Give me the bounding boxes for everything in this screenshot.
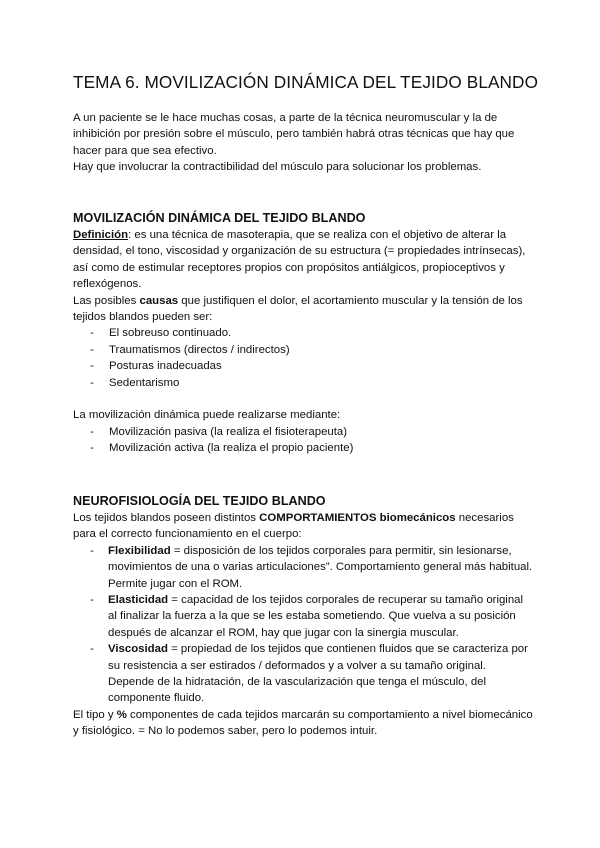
list-item: - Sedentarismo <box>73 375 533 391</box>
causes-text: Las posibles <box>73 294 140 307</box>
list-item <box>73 543 533 592</box>
behaviours-text: necesarios para el correcto funcionamiento en el cuerpo: <box>73 512 514 541</box>
property-text: = propiedad de los tejidos que contienen fluidos que se caracteriza por su resistencia a ser estirados / deformados y a volver a su tamaño original. Depende de la hidratación, de la vascularización que tenga el músculo, del componente fluido. <box>108 643 528 705</box>
property-text: = disposición de los tejidos corporales para permitir, sin lesionarse, movimientos de una o varias articulaciones”. Comportamiento general más habitual. Permite jugar con el ROM. <box>108 544 533 590</box>
closing-text: componentes de cada tejidos marcarán su comportamiento a nivel biomecánico y fisiológico. = No lo podemos saber, pero lo podemos intuir. <box>73 708 533 738</box>
causes-text: que justifiquen el dolor, el acortamiento muscular y la tensión de los tejidos blandos pueden ser: <box>73 294 523 324</box>
property-text: = capacidad de los tejidos corporales de recuperar su tamaño original al finalizar la fuerza a la que se les estaba sometiendo. Que vuelva a su posición después de alcanzar el ROM, hay que jugar con la sinergia muscular. <box>108 594 524 639</box>
list-item: - Posturas inadecuadas <box>73 358 533 374</box>
page-title: TEMA 6. MOVILIZACIÓN DINÁMICA DEL TEJIDO BLANDO <box>73 72 539 92</box>
list-item: - Movilización activa (la realiza el propio paciente) <box>73 440 533 456</box>
closing-keyword: % <box>116 708 127 721</box>
properties-list <box>73 543 533 707</box>
property-name: Elasticidad <box>108 594 169 607</box>
list-item <box>73 641 533 707</box>
causes-keyword: causas <box>139 294 179 307</box>
behaviours-keyword: COMPORTAMIENTOS biomecánicos <box>259 512 456 524</box>
definition-text: : es una técnica de masoterapia, que se realiza con el objetivo de alterar la densidad, el tono, viscosidad y organización de su estructura (= propiedades intrínsecas), así como de estimular receptores propios con propósitos antiálgicos, propioceptivos y reflexógenos. <box>73 229 526 291</box>
intro-block <box>73 110 533 176</box>
list-item <box>73 592 533 641</box>
behaviours-paragraph <box>73 510 533 543</box>
list-item: - Traumatismos (directos / indirectos) <box>73 342 533 358</box>
definition-paragraph <box>73 227 533 293</box>
property-name: Flexibilidad <box>108 544 171 557</box>
closing-text: El tipo y <box>73 708 117 721</box>
section-heading: MOVILIZACIÓN DINÁMICA DEL TEJIDO BLANDO <box>73 211 366 225</box>
closing-paragraph <box>73 707 533 740</box>
causes-paragraph <box>73 293 533 326</box>
intro-paragraph: Hay que involucrar la contractibilidad del músculo para solucionar los problemas. <box>73 161 482 174</box>
definition-label: Definición <box>73 229 129 241</box>
intro-paragraph: A un paciente se le hace muchas cosas, a parte de la técnica neuromuscular y la de inhibición por presión sobre el músculo, pero también habrá otras técnicas que hay que hacer para que sea efectivo. <box>73 112 515 157</box>
section-movilizacion <box>73 209 533 457</box>
list-item: - El sobreuso continuado. <box>73 325 533 341</box>
list-item: - Movilización pasiva (la realiza el fisioterapeuta) <box>73 424 533 440</box>
section-heading: NEUROFISIOLOGÍA DEL TEJIDO BLANDO <box>73 494 326 508</box>
mobilization-list <box>73 424 533 457</box>
property-name: Viscosidad <box>108 643 168 656</box>
section-neurofisiologia <box>73 492 533 740</box>
behaviours-text: Los tejidos blandos poseen distintos <box>73 512 260 524</box>
causes-list <box>73 325 533 391</box>
mobilization-intro: La movilización dinámica puede realizarse mediante: <box>73 409 341 422</box>
